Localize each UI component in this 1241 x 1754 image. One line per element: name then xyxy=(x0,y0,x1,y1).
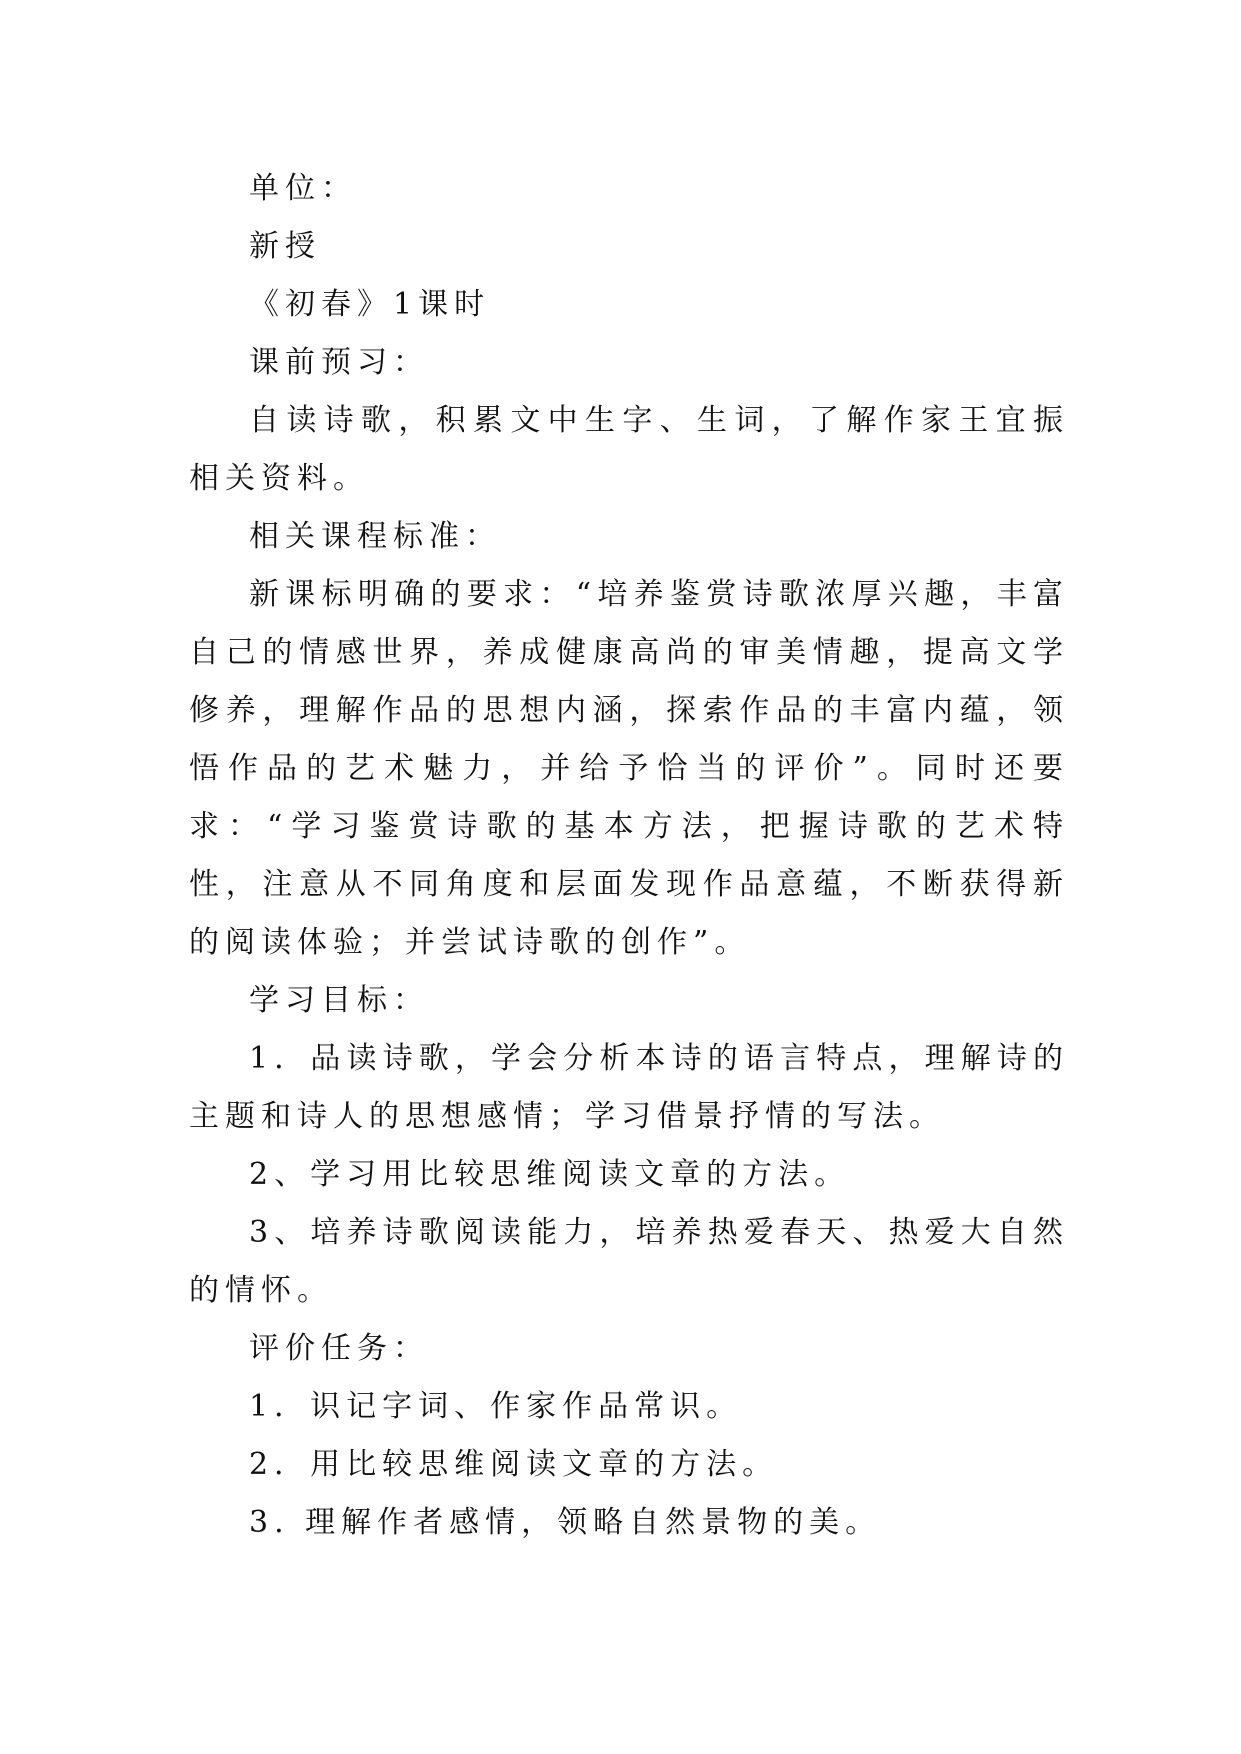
goal-item-1: 1．品读诗歌，学会分析本诗的语言特点，理解诗的主题和诗人的思想感情；学习借景抒情的写法。 xyxy=(189,1041,1069,1134)
goal-item-2: 2、学习用比较思维阅读文章的方法。 xyxy=(249,1157,851,1192)
tasks-heading: 评价任务： xyxy=(249,1331,429,1366)
preview-heading: 课前预习： xyxy=(249,345,429,380)
goal-item-3: 3、培养诗歌阅读能力，培养热爱春天、热爱大自然的情怀。 xyxy=(189,1215,1069,1308)
lesson-title: 《初春》1课时 xyxy=(249,287,491,322)
task-item-2: 2．用比较思维阅读文章的方法。 xyxy=(249,1447,779,1482)
task-item-1: 1．识记字词、作家作品常识。 xyxy=(249,1389,743,1424)
unit-label: 单位： xyxy=(249,171,357,206)
task-item-3: 3. 理解作者感情，领略自然景物的美。 xyxy=(249,1505,882,1540)
preview-text: 自读诗歌，积累文中生字、生词，了解作家王宜振相关资料。 xyxy=(189,403,1069,496)
document-page xyxy=(189,160,1069,1552)
goals-heading: 学习目标： xyxy=(249,983,429,1018)
lesson-type: 新授 xyxy=(249,229,321,264)
standards-heading: 相关课程标准： xyxy=(249,519,501,554)
standards-text: 新课标明确的要求：“培养鉴赏诗歌浓厚兴趣，丰富自己的情感世界，养成健康高尚的审美情趣，提高文学修养，理解作品的思想内涵，探索作品的丰富内蕴，领悟作品的艺术魅力，并给予恰当的评价”。同时还要求：“学习鉴赏诗歌的基本方法，把握诗歌的艺术特性，注意从不同角度和层面发现作品意蕴，不断获得新的阅读体验；并尝试诗歌的创作”。 xyxy=(189,577,1069,960)
